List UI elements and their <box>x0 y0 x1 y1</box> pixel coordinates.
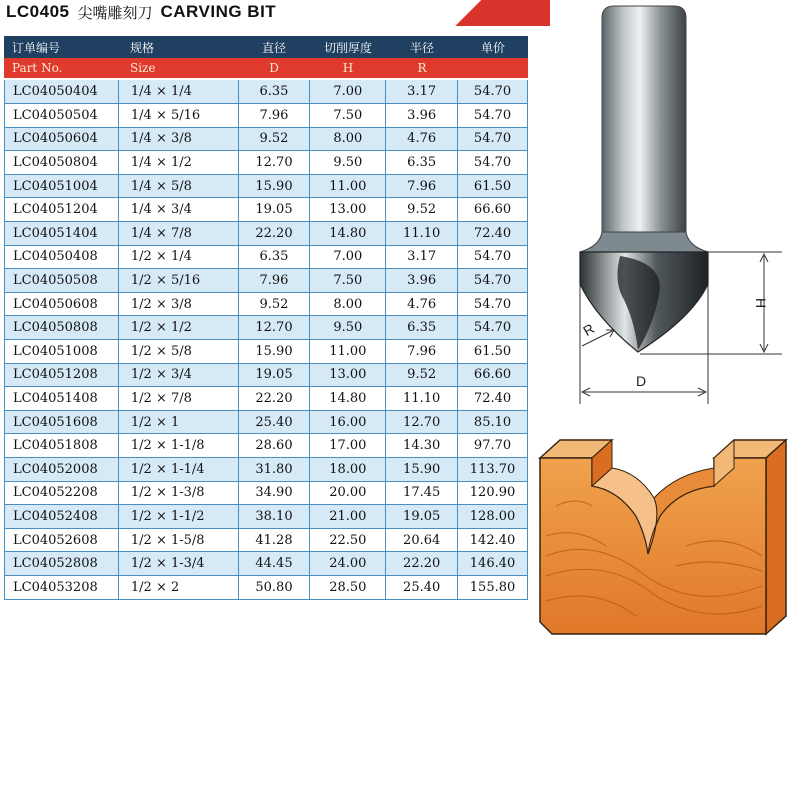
size-cell: 1/4 × 7/8 <box>118 222 238 246</box>
height-cell: 22.50 <box>310 528 386 552</box>
product-code: LC0405 <box>6 2 70 21</box>
title-accent <box>430 0 550 26</box>
size-cell: 1/2 × 2 <box>118 575 238 599</box>
height-cell: 13.00 <box>310 198 386 222</box>
height-cell: 21.00 <box>310 505 386 529</box>
table-row <box>5 458 528 482</box>
col-header-h-en: H <box>342 61 354 75</box>
table-row <box>5 198 528 222</box>
table-row <box>5 80 528 104</box>
title-bar <box>0 0 520 26</box>
price-cell: 97.70 <box>458 434 528 458</box>
label-r: R <box>580 320 598 340</box>
price-cell: 66.60 <box>458 363 528 387</box>
height-cell: 11.00 <box>310 174 386 198</box>
size-cell: 1/4 × 1/4 <box>118 80 238 104</box>
height-cell: 14.80 <box>310 387 386 411</box>
price-cell: 54.70 <box>458 245 528 269</box>
size-cell: 1/2 × 3/4 <box>118 363 238 387</box>
price-cell: 54.70 <box>458 127 528 151</box>
table-row <box>5 528 528 552</box>
height-cell: 9.50 <box>310 316 386 340</box>
part-no-cell: LC04050408 <box>5 245 119 269</box>
size-cell: 1/2 × 3/8 <box>118 292 238 316</box>
radius-cell: 25.40 <box>386 575 458 599</box>
diameter-cell: 15.90 <box>238 340 310 364</box>
price-cell: 72.40 <box>458 387 528 411</box>
col-header-size-cn: 规格 <box>130 40 155 55</box>
price-cell: 120.90 <box>458 481 528 505</box>
col-header-part-cn: 订单编号 <box>12 40 61 55</box>
size-cell: 1/4 × 5/16 <box>118 104 238 128</box>
price-cell: 142.40 <box>458 528 528 552</box>
height-cell: 8.00 <box>310 292 386 316</box>
diameter-cell: 44.45 <box>238 552 310 576</box>
spec-table <box>4 80 528 600</box>
col-header-r-en: R <box>417 61 427 75</box>
diameter-cell: 7.96 <box>238 269 310 293</box>
diameter-cell: 15.90 <box>238 174 310 198</box>
col-header-d-en: D <box>269 61 279 75</box>
product-title-cn: 尖嘴雕刻刀 <box>77 3 153 22</box>
diameter-cell: 12.70 <box>238 151 310 175</box>
col-header-price-cn: 单价 <box>480 40 505 55</box>
price-cell: 155.80 <box>458 575 528 599</box>
height-cell: 11.00 <box>310 340 386 364</box>
size-cell: 1/2 × 1-3/4 <box>118 552 238 576</box>
part-no-cell: LC04051204 <box>5 198 119 222</box>
size-cell: 1/2 × 1 <box>118 410 238 434</box>
part-no-cell: LC04050808 <box>5 316 119 340</box>
height-cell: 8.00 <box>310 127 386 151</box>
diameter-cell: 12.70 <box>238 316 310 340</box>
size-cell: 1/2 × 1-1/8 <box>118 434 238 458</box>
part-no-cell: LC04051008 <box>5 340 119 364</box>
diameter-cell: 38.10 <box>238 505 310 529</box>
radius-cell: 3.96 <box>386 104 458 128</box>
size-cell: 1/2 × 1-1/2 <box>118 505 238 529</box>
radius-cell: 15.90 <box>386 458 458 482</box>
size-cell: 1/2 × 7/8 <box>118 387 238 411</box>
size-cell: 1/2 × 1-3/8 <box>118 481 238 505</box>
size-cell: 1/4 × 3/8 <box>118 127 238 151</box>
diameter-cell: 6.35 <box>238 245 310 269</box>
part-no-cell: LC04053208 <box>5 575 119 599</box>
part-no-cell: LC04051408 <box>5 387 119 411</box>
col-header-part-en: Part No. <box>12 61 63 75</box>
part-no-cell: LC04050608 <box>5 292 119 316</box>
table-row <box>5 104 528 128</box>
part-no-cell: LC04051608 <box>5 410 119 434</box>
price-cell: 72.40 <box>458 222 528 246</box>
size-cell: 1/2 × 1-1/4 <box>118 458 238 482</box>
radius-cell: 11.10 <box>386 387 458 411</box>
table-row <box>5 387 528 411</box>
size-cell: 1/2 × 1-5/8 <box>118 528 238 552</box>
diameter-cell: 22.20 <box>238 222 310 246</box>
price-cell: 66.60 <box>458 198 528 222</box>
price-cell: 54.70 <box>458 104 528 128</box>
price-cell: 146.40 <box>458 552 528 576</box>
diameter-cell: 7.96 <box>238 104 310 128</box>
height-cell: 28.50 <box>310 575 386 599</box>
radius-cell: 6.35 <box>386 316 458 340</box>
label-d: D <box>636 373 647 389</box>
height-cell: 7.50 <box>310 269 386 293</box>
size-cell: 1/4 × 5/8 <box>118 174 238 198</box>
router-bit-drawing <box>560 0 800 420</box>
part-no-cell: LC04050804 <box>5 151 119 175</box>
size-cell: 1/2 × 5/16 <box>118 269 238 293</box>
radius-cell: 19.05 <box>386 505 458 529</box>
price-cell: 128.00 <box>458 505 528 529</box>
bit-neck-shape <box>580 232 708 252</box>
part-no-cell: LC04050604 <box>5 127 119 151</box>
table-row <box>5 481 528 505</box>
part-no-cell: LC04052208 <box>5 481 119 505</box>
diameter-cell: 9.52 <box>238 292 310 316</box>
height-cell: 16.00 <box>310 410 386 434</box>
part-no-cell: LC04050504 <box>5 104 119 128</box>
radius-cell: 3.17 <box>386 80 458 104</box>
height-cell: 24.00 <box>310 552 386 576</box>
price-cell: 54.70 <box>458 292 528 316</box>
height-cell: 14.80 <box>310 222 386 246</box>
size-cell: 1/2 × 1/2 <box>118 316 238 340</box>
part-no-cell: LC04051808 <box>5 434 119 458</box>
part-no-cell: LC04052408 <box>5 505 119 529</box>
table-row <box>5 575 528 599</box>
shank-shape <box>602 6 686 238</box>
part-no-cell: LC04051404 <box>5 222 119 246</box>
height-cell: 20.00 <box>310 481 386 505</box>
radius-cell: 3.17 <box>386 245 458 269</box>
radius-cell: 7.96 <box>386 340 458 364</box>
diameter-cell: 34.90 <box>238 481 310 505</box>
price-cell: 54.70 <box>458 151 528 175</box>
product-title-en: CARVING BIT <box>160 2 277 21</box>
price-cell: 61.50 <box>458 340 528 364</box>
part-no-cell: LC04050404 <box>5 80 119 104</box>
radius-cell: 11.10 <box>386 222 458 246</box>
col-header-h-cn: 切削厚度 <box>323 40 372 55</box>
diameter-cell: 50.80 <box>238 575 310 599</box>
table-row <box>5 363 528 387</box>
height-cell: 7.50 <box>310 104 386 128</box>
diameter-cell: 19.05 <box>238 198 310 222</box>
radius-cell: 9.52 <box>386 198 458 222</box>
diameter-cell: 22.20 <box>238 387 310 411</box>
radius-cell: 22.20 <box>386 552 458 576</box>
header-row-en <box>4 58 528 78</box>
price-cell: 54.70 <box>458 80 528 104</box>
height-cell: 7.00 <box>310 80 386 104</box>
radius-cell: 17.45 <box>386 481 458 505</box>
table-row <box>5 292 528 316</box>
table-row <box>5 245 528 269</box>
height-cell: 9.50 <box>310 151 386 175</box>
table-row <box>5 340 528 364</box>
table-row <box>5 222 528 246</box>
wood-profile-illustration <box>536 436 790 636</box>
diameter-cell: 6.35 <box>238 80 310 104</box>
height-cell: 7.00 <box>310 245 386 269</box>
size-cell: 1/4 × 3/4 <box>118 198 238 222</box>
price-cell: 54.70 <box>458 269 528 293</box>
table-row <box>5 316 528 340</box>
height-cell: 13.00 <box>310 363 386 387</box>
part-no-cell: LC04050508 <box>5 269 119 293</box>
table-row <box>5 174 528 198</box>
col-header-r-cn: 半径 <box>409 40 434 55</box>
diameter-cell: 9.52 <box>238 127 310 151</box>
table-row <box>5 552 528 576</box>
diameter-cell: 25.40 <box>238 410 310 434</box>
wood-front-face <box>540 458 766 634</box>
col-header-size-en: Size <box>130 61 156 75</box>
diameter-cell: 19.05 <box>238 363 310 387</box>
diameter-cell: 28.60 <box>238 434 310 458</box>
table-row <box>5 151 528 175</box>
part-no-cell: LC04052008 <box>5 458 119 482</box>
wood-side-right <box>766 440 786 634</box>
radius-cell: 9.52 <box>386 363 458 387</box>
part-no-cell: LC04051004 <box>5 174 119 198</box>
price-cell: 85.10 <box>458 410 528 434</box>
diameter-cell: 41.28 <box>238 528 310 552</box>
price-cell: 54.70 <box>458 316 528 340</box>
col-header-d-cn: 直径 <box>261 40 286 55</box>
price-cell: 113.70 <box>458 458 528 482</box>
radius-cell: 20.64 <box>386 528 458 552</box>
radius-cell: 7.96 <box>386 174 458 198</box>
height-cell: 18.00 <box>310 458 386 482</box>
price-cell: 61.50 <box>458 174 528 198</box>
table-row <box>5 269 528 293</box>
label-h: H <box>753 298 769 309</box>
radius-cell: 4.76 <box>386 292 458 316</box>
part-no-cell: LC04052808 <box>5 552 119 576</box>
table-row <box>5 410 528 434</box>
size-cell: 1/2 × 5/8 <box>118 340 238 364</box>
table-row <box>5 127 528 151</box>
size-cell: 1/4 × 1/2 <box>118 151 238 175</box>
radius-cell: 12.70 <box>386 410 458 434</box>
size-cell: 1/2 × 1/4 <box>118 245 238 269</box>
radius-cell: 4.76 <box>386 127 458 151</box>
part-no-cell: LC04052608 <box>5 528 119 552</box>
table-row <box>5 505 528 529</box>
part-no-cell: LC04051208 <box>5 363 119 387</box>
height-cell: 17.00 <box>310 434 386 458</box>
table-row <box>5 434 528 458</box>
radius-cell: 14.30 <box>386 434 458 458</box>
header-row-cn <box>4 36 528 58</box>
radius-cell: 6.35 <box>386 151 458 175</box>
radius-cell: 3.96 <box>386 269 458 293</box>
diameter-cell: 31.80 <box>238 458 310 482</box>
